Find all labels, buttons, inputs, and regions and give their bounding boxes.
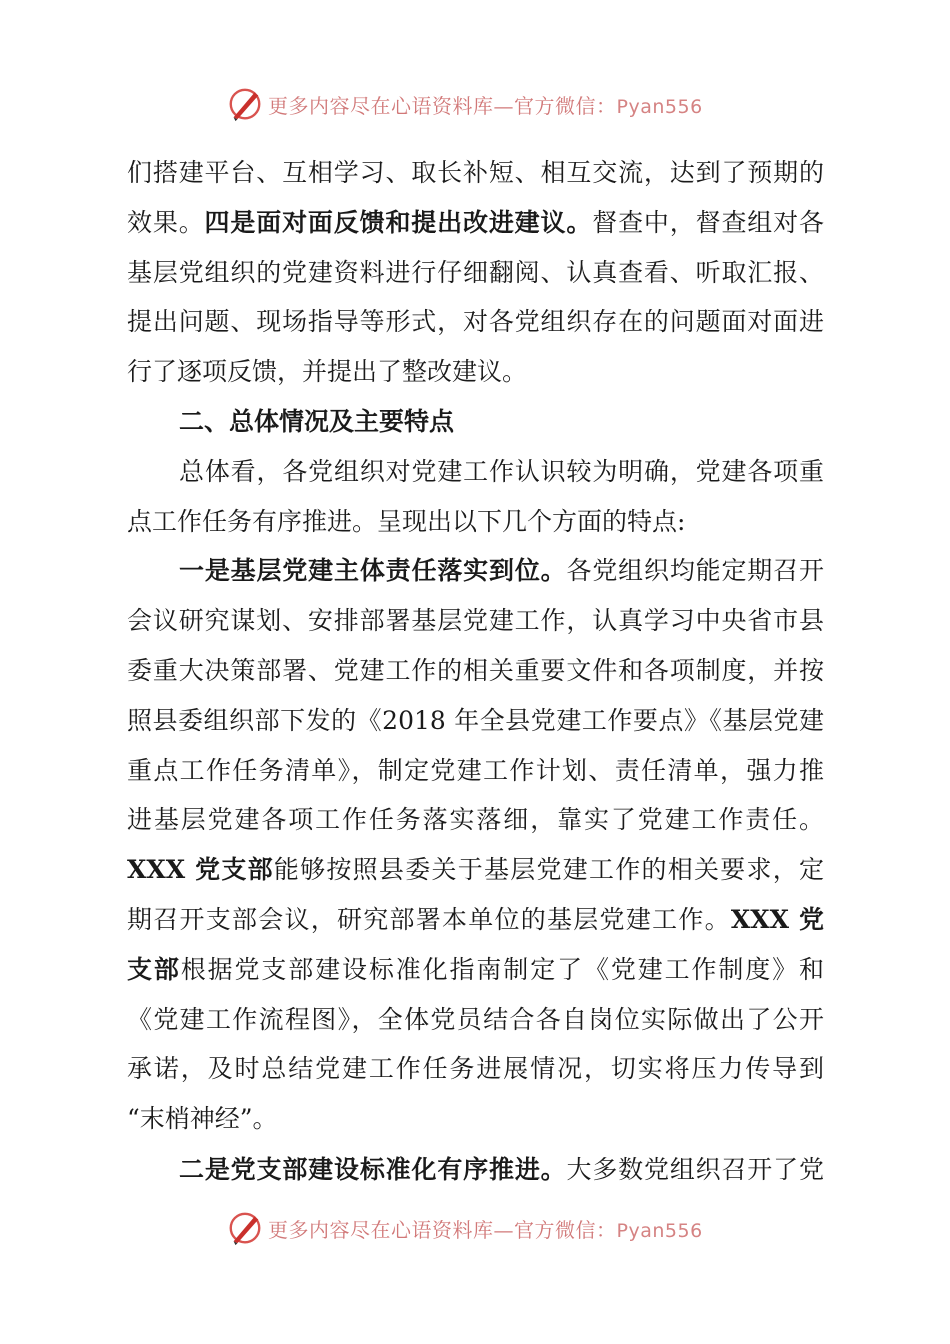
text-line xyxy=(127,646,824,696)
text-line xyxy=(127,397,824,447)
text-run: 进基层党建各项工作任务落实落细，靠实了党建工作责任。 xyxy=(127,805,824,835)
text-line xyxy=(127,795,824,845)
text-line xyxy=(127,596,824,646)
text-line xyxy=(127,347,824,397)
text-line xyxy=(127,198,824,248)
text-run: 根据党支部建设标准化指南制定了《党建工作制度》和 xyxy=(180,954,824,984)
text-run: 各党组织均能定期召开 xyxy=(566,556,824,586)
bold-text: 二、总体情况及主要特点 xyxy=(179,406,455,436)
footer-watermark xyxy=(0,1208,950,1248)
text-line xyxy=(127,248,824,298)
text-run: 能够按照县委关于基层党建工作的相关要求，定 xyxy=(273,855,824,885)
watermark-text: 更多内容尽在心语资料库—官方微信：Pyan556 xyxy=(268,1217,703,1242)
text-run: 基层党组织的党建资料进行仔细翻阅、认真查看、听取汇报、 xyxy=(127,257,824,287)
text-run: 们搭建平台、互相学习、取长补短、相互交流，达到了预期的 xyxy=(127,158,824,187)
pen-circle-logo-icon xyxy=(226,1209,264,1247)
text-line xyxy=(127,1145,824,1195)
text-line xyxy=(127,447,824,497)
text-run: 期召开支部会议，研究部署本单位的基层党建工作。 xyxy=(127,904,731,934)
text-run: 重点工作任务清单》，制定党建工作计划、责任清单，强力推 xyxy=(127,755,824,785)
text-run: 总体看，各党组织对党建工作认识较为明确，党建各项重 xyxy=(179,456,824,486)
bold-text: 一是基层党建主体责任落实到位。 xyxy=(179,556,567,586)
text-run: 会议研究谋划、安排部署基层党建工作，认真学习中央省市县 xyxy=(127,606,824,636)
header-watermark xyxy=(0,84,950,124)
text-line xyxy=(127,696,824,746)
text-line xyxy=(127,845,824,895)
text-run: 点工作任务有序推进。呈现出以下几个方面的特点: xyxy=(127,506,686,536)
bold-text: 四是面对面反馈和提出改进建议。 xyxy=(204,207,593,237)
document-body xyxy=(127,148,824,1195)
bold-text: 支部 xyxy=(127,954,181,984)
bold-text: XXX 党 xyxy=(730,904,824,934)
watermark-text: 更多内容尽在心语资料库—官方微信：Pyan556 xyxy=(268,93,703,118)
text-run: 提出问题、现场指导等形式，对各党组织存在的问题面对面进 xyxy=(127,307,824,337)
text-run: 督查中，督查组对各 xyxy=(592,207,824,237)
text-line xyxy=(127,746,824,796)
text-run: 《党建工作流程图》，全体党员结合各自岗位实际做出了公开 xyxy=(127,1004,824,1034)
bold-text: XXX 党支部 xyxy=(127,855,274,885)
text-line xyxy=(127,945,824,995)
text-run: “末梢神经”。 xyxy=(127,1104,278,1134)
text-line xyxy=(127,546,824,596)
text-run: 行了逐项反馈，并提出了整改建议。 xyxy=(127,357,528,387)
text-line xyxy=(127,995,824,1045)
text-run: 照县委组织部下发的《2018 年全县党建工作要点》《基层党建 xyxy=(127,705,824,735)
text-line xyxy=(127,895,824,945)
text-run: 效果。 xyxy=(127,207,205,237)
text-run: 委重大决策部署、党建工作的相关重要文件和各项制度，并按 xyxy=(127,655,824,685)
text-line xyxy=(127,497,824,547)
bold-text: 二是党支部建设标准化有序推进。 xyxy=(179,1154,567,1184)
text-line xyxy=(127,1044,824,1094)
text-run: 大多数党组织召开了党 xyxy=(566,1154,824,1184)
text-line xyxy=(127,1094,824,1144)
pen-circle-logo-icon xyxy=(226,85,264,123)
text-line xyxy=(127,297,824,347)
text-line xyxy=(127,148,824,198)
text-run: 承诺，及时总结党建工作任务进展情况，切实将压力传导到 xyxy=(127,1054,824,1084)
